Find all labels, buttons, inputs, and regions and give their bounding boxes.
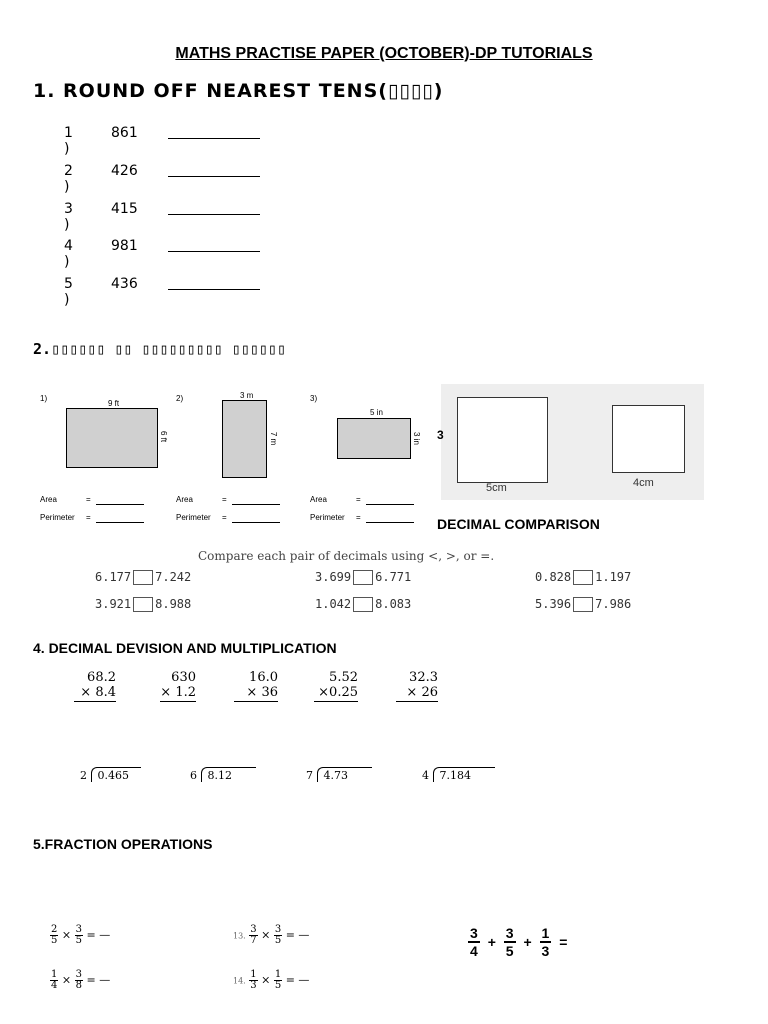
times-sign: × xyxy=(61,928,72,942)
decimal-b: 7.242 xyxy=(155,570,192,584)
division-problem xyxy=(306,767,372,782)
fraction: $\frac{3}{8}$ xyxy=(75,969,82,991)
mult-bottom: × 8.4 xyxy=(74,685,116,702)
item-value: 426 xyxy=(111,163,138,179)
perimeter-label: Perimeter xyxy=(40,513,75,522)
decimal-b: 6.771 xyxy=(375,570,412,584)
comparison-box[interactable] xyxy=(133,597,153,612)
answer-line xyxy=(232,522,280,523)
decimal-a: 0.828 xyxy=(535,570,572,584)
answer-blank: — xyxy=(298,973,310,987)
answer-line xyxy=(168,138,260,139)
answer-line xyxy=(168,251,260,252)
multiplication-problem xyxy=(234,670,278,702)
plus-sign: + xyxy=(523,934,532,950)
multiplication-problem xyxy=(74,670,116,702)
answer-line xyxy=(168,289,260,290)
section5-heading: 5.FRACTION OPERATIONS xyxy=(33,836,213,852)
mult-bottom: ×0.25 xyxy=(314,685,358,702)
fraction-expression xyxy=(50,925,110,946)
dividend: 8.12 xyxy=(201,767,257,782)
mult-bottom: × 36 xyxy=(234,685,278,702)
perimeter-label: Perimeter xyxy=(310,513,345,522)
multiplication-problem xyxy=(396,670,438,702)
fraction: $\frac{3}{5}$ xyxy=(505,925,514,959)
shape-top-label: 5 in xyxy=(370,408,383,417)
answer-line xyxy=(96,504,144,505)
divisor: 6 xyxy=(190,769,197,782)
square-label: 5cm xyxy=(486,482,507,494)
comparison-box[interactable] xyxy=(353,597,373,612)
dividend: 7.184 xyxy=(433,767,496,782)
dividend: 0.465 xyxy=(91,767,142,782)
fraction: $\frac{1}{4}$ xyxy=(51,969,58,991)
plus-sign: + xyxy=(487,934,496,950)
shape-number: 1) xyxy=(40,394,48,403)
section2-heading: 2.▯▯▯▯▯▯ ▯▯ ▯▯▯▯▯▯▯▯▯ ▯▯▯▯▯▯ xyxy=(33,340,286,358)
item-value: 981 xyxy=(111,238,138,254)
shape-top-label: 3 m xyxy=(240,391,254,400)
fraction: $\frac{3}{4}$ xyxy=(470,925,478,959)
stray-character: 3 xyxy=(437,428,444,442)
shape-side-label: 3 in xyxy=(411,432,421,445)
equals-sign: = xyxy=(86,495,91,504)
equals-sign: = xyxy=(285,973,295,987)
fraction: $\frac{3}{7}$ xyxy=(250,924,257,946)
decimal-pair xyxy=(315,570,411,585)
equals-sign: = xyxy=(86,973,96,987)
rectangle-shape-3 xyxy=(337,418,411,459)
decimal-pair xyxy=(535,570,631,585)
shape-top-label: 9 ft xyxy=(108,399,120,408)
times-sign: × xyxy=(261,973,271,987)
comparison-box[interactable] xyxy=(133,570,153,585)
section1-heading: 1. ROUND OFF NEAREST TENS(▯▯▯▯) xyxy=(33,80,444,102)
shape-number: 2) xyxy=(176,394,184,403)
item-value: 861 xyxy=(111,125,138,141)
answer-blank: — xyxy=(99,928,111,942)
answer-blank: — xyxy=(298,928,310,942)
equals-sign: = xyxy=(222,495,227,504)
decimal-a: 3.699 xyxy=(315,570,352,584)
mult-top: 68.2 xyxy=(87,670,116,685)
item-number: 1 ) xyxy=(64,125,73,157)
mult-top: 630 xyxy=(171,670,196,685)
decimal-pair xyxy=(95,570,191,585)
comparison-box[interactable] xyxy=(353,570,373,585)
answer-line xyxy=(168,176,260,177)
decimal-b: 8.988 xyxy=(155,597,192,611)
dividend: 4.73 xyxy=(317,767,373,782)
equals-sign: = xyxy=(559,934,568,950)
comparison-box[interactable] xyxy=(573,597,593,612)
equals-sign: = xyxy=(222,513,227,522)
fraction: $\frac{3}{5}$ xyxy=(75,924,82,946)
section4-heading: 4. DECIMAL DEVISION AND MULTIPLICATION xyxy=(33,640,337,656)
fraction-addition xyxy=(468,925,571,959)
decimal-pair xyxy=(95,597,191,612)
comparison-instruction: Compare each pair of decimals using <, >, or =. xyxy=(198,549,495,563)
rectangle-shape-2 xyxy=(222,400,267,478)
equals-sign: = xyxy=(356,495,361,504)
mult-top: 16.0 xyxy=(249,670,278,685)
fraction-expression xyxy=(50,970,110,991)
multiplication-problem xyxy=(160,670,196,702)
section3-heading: DECIMAL COMPARISON xyxy=(437,516,600,532)
times-sign: × xyxy=(61,973,72,987)
item-number: 3 ) xyxy=(64,201,73,233)
decimal-a: 6.177 xyxy=(95,570,132,584)
multiplication-problem xyxy=(314,670,358,702)
divisor: 7 xyxy=(306,769,313,782)
equals-sign: = xyxy=(86,928,96,942)
area-label: Area xyxy=(310,495,327,504)
answer-line xyxy=(232,504,280,505)
answer-line xyxy=(96,522,144,523)
mult-bottom: × 1.2 xyxy=(160,685,196,700)
divisor: 4 xyxy=(422,769,429,782)
mult-bottom: × 26 xyxy=(396,685,438,702)
equals-sign: = xyxy=(285,928,295,942)
fraction: $\frac{1}{3}$ xyxy=(250,969,257,991)
rectangle-shape-1 xyxy=(66,408,158,468)
decimal-a: 3.921 xyxy=(95,597,132,611)
mult-top: 32.3 xyxy=(409,670,438,685)
square-5cm xyxy=(457,397,548,483)
problem-number: 13. xyxy=(233,931,246,941)
decimal-pair xyxy=(535,597,631,612)
area-label: Area xyxy=(176,495,193,504)
division-problem xyxy=(80,767,141,782)
comparison-box[interactable] xyxy=(573,570,593,585)
divisor: 2 xyxy=(80,769,87,782)
decimal-b: 1.197 xyxy=(595,570,632,584)
perimeter-label: Perimeter xyxy=(176,513,211,522)
square-4cm xyxy=(612,405,685,473)
mult-top: 5.52 xyxy=(329,670,358,685)
fraction-expression xyxy=(233,925,309,946)
equals-sign: = xyxy=(356,513,361,522)
division-problem xyxy=(190,767,256,782)
item-number: 4 ) xyxy=(64,238,73,270)
answer-line xyxy=(366,522,414,523)
decimal-pair xyxy=(315,597,411,612)
times-sign: × xyxy=(261,928,271,942)
square-label: 4cm xyxy=(633,477,654,489)
answer-line xyxy=(168,214,260,215)
decimal-b: 8.083 xyxy=(375,597,412,611)
shape-side-label: 7 m xyxy=(269,431,279,446)
answer-line xyxy=(366,504,414,505)
answer-blank: — xyxy=(99,973,111,987)
problem-number: 14. xyxy=(233,976,246,986)
decimal-a: 1.042 xyxy=(315,597,352,611)
item-number: 5 ) xyxy=(64,276,73,308)
item-value: 436 xyxy=(111,276,138,292)
fraction-expression xyxy=(233,970,309,991)
fraction: $\frac{2}{5}$ xyxy=(51,924,58,946)
item-value: 415 xyxy=(111,201,138,217)
division-problem xyxy=(422,767,495,782)
decimal-b: 7.986 xyxy=(595,597,632,611)
shape-side-label: 6 ft xyxy=(159,430,169,443)
area-label: Area xyxy=(40,495,57,504)
shape-number: 3) xyxy=(310,394,318,403)
fraction: $\frac{1}{3}$ xyxy=(541,925,550,959)
item-number: 2 ) xyxy=(64,163,73,195)
page-title: MATHS PRACTISE PAPER (OCTOBER)-DP TUTORIALS xyxy=(175,45,593,62)
fraction: $\frac{3}{5}$ xyxy=(274,924,282,946)
equals-sign: = xyxy=(86,513,91,522)
decimal-a: 5.396 xyxy=(535,597,572,611)
fraction: $\frac{1}{5}$ xyxy=(274,969,282,991)
